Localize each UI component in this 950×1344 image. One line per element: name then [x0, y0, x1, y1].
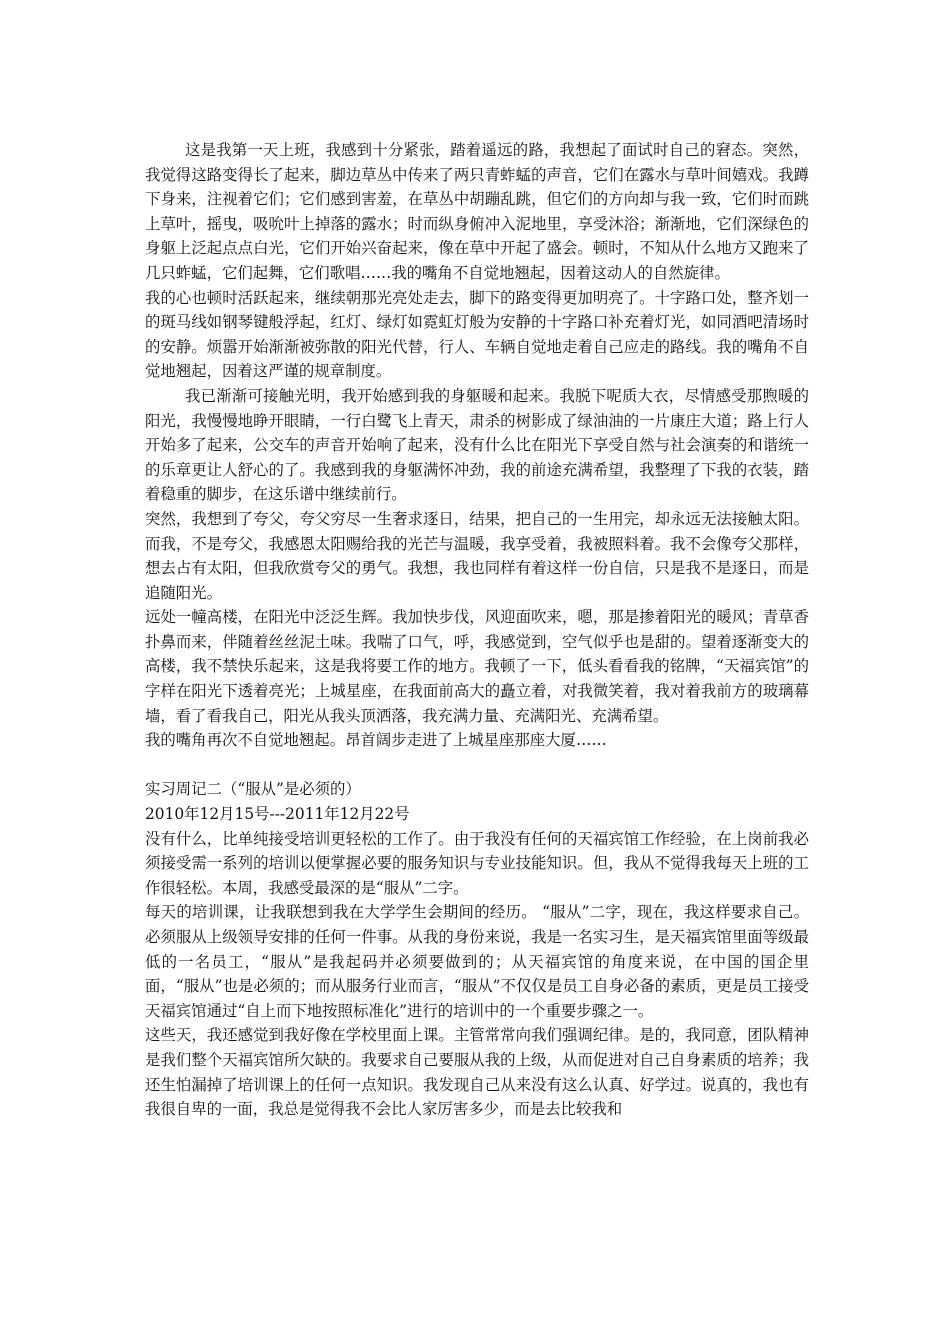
paragraph-first-day: 这是我第一天上班，我感到十分紧张，踏着遥远的路，我想起了面试时自己的窘态。突然，我觉得这路变得长了起来，脚边草丛中传来了两只青蚱蜢的声音，它们在露水与草叶间嬉戏。我蹲下身来，注视着它们；它们感到害羞，在草丛中胡蹦乱跳，但它们的方向却与我一致，它们时而跳上草叶，摇曳，吸吮叶上掉落的露水；时而纵身俯冲入泥地里，享受沐浴；渐渐地，它们深绿色的身躯上泛起点点白光，它们开始兴奋起来，像在草中开起了盛会。顿时，不知从什么地方又跑来了几只蚱蜢，它们起舞，它们歌唱……我的嘴角不自觉地翘起，因着这动人的自然旋律。 [145, 141, 809, 282]
paragraph-tall-building: 远处一幢高楼，在阳光中泛泛生辉。我加快步伐，风迎面吹来，嗯，那是掺着阳光的暖风；青草香扑鼻而来，伴随着丝丝泥土味。我喘了口气，呼，我感觉到，空气似乎也是甜的。望着逐渐变大的高楼，我不禁快乐起来，这是我将要工作的地方。我顿了一下，低头看看我的铭牌，“天福宾馆”的字样在阳光下透着亮光；上城星座，在我面前高大的矗立着，对我微笑着，我对着我前方的玻璃幕墙，看了看我自己，阳光从我头顶洒落，我充满力量、充满阳光、充满希望。 [145, 608, 809, 725]
paragraph-discipline: 这些天，我还感觉到我好像在学校里面上课。主管常常向我们强调纪律。是的，我同意，团队精神是我们整个天福宾馆所欠缺的。我要求自己要服从我的上级，从而促进对自己自身素质的培养；我还生怕漏掉了培训课上的任何一点知识。我发现自己从来没有这么认真、好学过。说真的，我也有我很自卑的一面，我总是觉得我不会比人家厉害多少，而是去比较我和 [145, 1026, 809, 1119]
section-title: 实习周记二（“服从”是必须的） [145, 780, 361, 799]
paragraph-sunlight: 我已渐渐可接触光明，我开始感到我的身躯暖和起来。我脱下呢质大衣，尽情感受那煦暖的阳光，我慢慢地睁开眼睛，一行白鹭飞上青天，肃杀的树影成了绿油油的一片康庄大道；路上行人开始多了起来，公交车的声音开始响了起来，没有什么比在阳光下享受自然与社会演奏的和谐统一的乐章更让人舒心的了。我感到我的身躯满怀冲劲，我的前途充满希望，我整理了下我的衣装，踏着稳重的脚步，在这乐谱中继续前行。 [145, 386, 809, 504]
section-spacer [145, 753, 809, 778]
paragraph-kuafu: 突然，我想到了夸父，夸父穷尽一生奢求逐日，结果，把自己的一生用完，却永远无法接触太阳。而我，不是夸父，我感恩太阳赐给我的光芒与温暖，我享受着，我被照料着。我不会像夸父那样，想去占有太阳，但我欣赏夸父的勇气。我想，我也同样有着这样一份自信，只是我不是逐日，而是追随阳光。 [145, 509, 809, 602]
section-date-range: 2010年12月15号---2011年12月22号 [145, 805, 410, 824]
paragraph-obedience: 每天的培训课，让我联想到我在大学学生会期间的经历。 “服从”二字，现在，我这样要求自己。必须服从上级领导安排的任何一件事。从我的身份来说，我是一名实习生，是天福宾馆里面等级最低的一名员工，“服从”是我起码并必须要做到的；从天福宾馆的角度来说，在中国的国企里面，“服从”也是必须的；而从服务行业而言，“服从”不仅仅是员工自身必备的素质，更是员工接受天福宾馆通过“自上而下地按照标准化”进行的培训中的一个重要步骤之一。 [145, 903, 809, 1020]
paragraph-enter-building: 我的嘴角再次不自觉地翘起。昂首阔步走进了上城星座那座大厦…… [145, 731, 607, 750]
document-page [145, 138, 809, 1122]
paragraph-training: 没有什么，比单纯接受培训更轻松的工作了。由于我没有任何的天福宾馆工作经验，在上岗前我必须接受需一系列的培训以便掌握必要的服务知识与专业技能知识。但，我从不觉得我每天上班的工作很轻松。本周，我感受最深的是“服从”二字。 [145, 829, 809, 897]
paragraph-crossroad: 我的心也顿时活跃起来，继续朝那光亮处走去，脚下的路变得更加明亮了。十字路口处，整齐划一的斑马线如钢琴键般浮起，红灯、绿灯如霓虹灯般为安静的十字路口补充着灯光，如同酒吧清场时的安静。烦嚣开始渐渐被弥散的阳光代替，行人、车辆自觉地走着自己应走的路线。我的嘴角不自觉地翘起，因着这严谨的规章制度。 [145, 288, 809, 381]
